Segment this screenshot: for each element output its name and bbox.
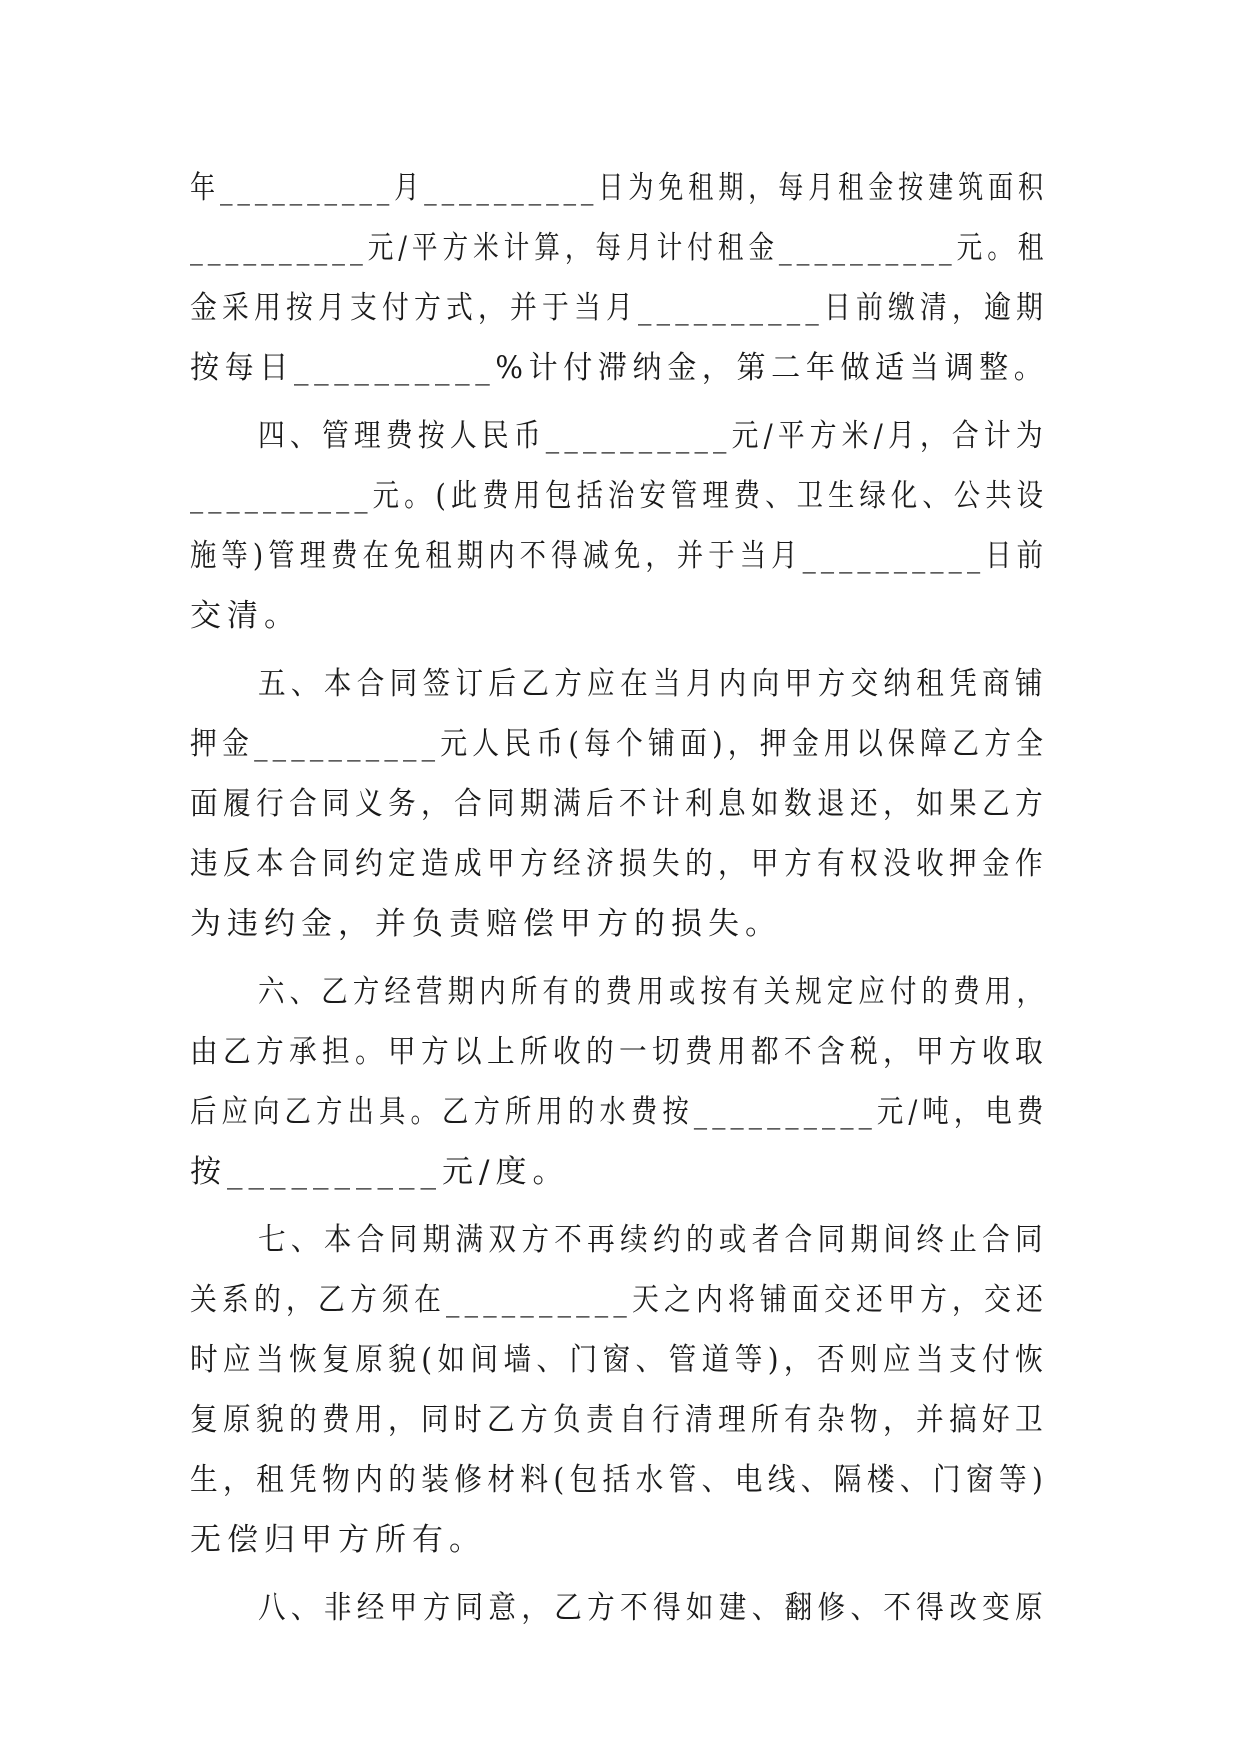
text-line: 面履行合同义务，合同期满后不计利息如数退还，如果乙方 — [190, 786, 1049, 822]
text-line: 四、管理费按人民币__________元/平方米/月，合计为 — [258, 418, 1048, 454]
text-line: 按__________元/度。 — [190, 1154, 570, 1190]
text-line: 关系的，乙方须在__________天之内将铺面交还甲方，交还 — [190, 1282, 1048, 1318]
text-line: 无偿归甲方所有。 — [190, 1522, 486, 1558]
text-line: 七、本合同期满双方不再续约的或者合同期间终止合同 — [258, 1222, 1048, 1258]
text-line: 金采用按月支付方式，并于当月__________日前缴清，逾期 — [190, 290, 1048, 326]
paragraph-clause-5-deposit — [190, 654, 1048, 954]
text-line: 按每日__________%计付滞纳金，第二年做适当调整。 — [190, 350, 1049, 386]
text-line: 复原貌的费用，同时乙方负责自行清理所有杂物，并搞好卫 — [190, 1402, 1049, 1438]
paragraph-clause-8-alterations — [190, 1578, 1048, 1638]
text-line: 时应当恢复原貌(如间墙、门窗、管道等)，否则应当支付恢 — [190, 1342, 1049, 1378]
text-line: 五、本合同签订后乙方应在当月内向甲方交纳租凭商铺 — [258, 666, 1048, 702]
text-line: 违反本合同约定造成甲方经济损失的，甲方有权没收押金作 — [190, 846, 1049, 882]
text-line: __________元。(此费用包括治安管理费、卫生绿化、公共设 — [190, 478, 1049, 514]
paragraph-rent-terms — [190, 158, 1048, 398]
text-line: __________元/平方米计算，每月计付租金__________元。租 — [190, 230, 1049, 266]
paragraph-clause-7-termination — [190, 1210, 1048, 1570]
text-line: 施等)管理费在免租期内不得减免，并于当月__________日前 — [190, 538, 1049, 574]
paragraph-clause-4-management-fee — [190, 406, 1048, 646]
text-line: 六、乙方经营期内所有的费用或按有关规定应付的费用， — [258, 974, 1049, 1010]
document-body — [190, 158, 1048, 1646]
text-line: 年__________月__________日为免租期，每月租金按建筑面积 — [190, 170, 1049, 206]
text-line: 八、非经甲方同意，乙方不得如建、翻修、不得改变原 — [258, 1590, 1048, 1626]
text-line: 押金__________元人民币(每个铺面)，押金用以保障乙方全 — [190, 726, 1049, 762]
text-line: 生，租凭物内的装修材料(包括水管、电线、隔楼、门窗等) — [190, 1462, 1049, 1498]
text-line: 为违约金，并负责赔偿甲方的损失。 — [190, 906, 782, 942]
text-line: 交清。 — [190, 598, 301, 634]
text-line: 后应向乙方出具。乙方所用的水费按__________元/吨，电费 — [190, 1094, 1049, 1130]
text-line: 由乙方承担。甲方以上所收的一切费用都不含税，甲方收取 — [190, 1034, 1049, 1070]
paragraph-clause-6-expenses — [190, 962, 1048, 1202]
